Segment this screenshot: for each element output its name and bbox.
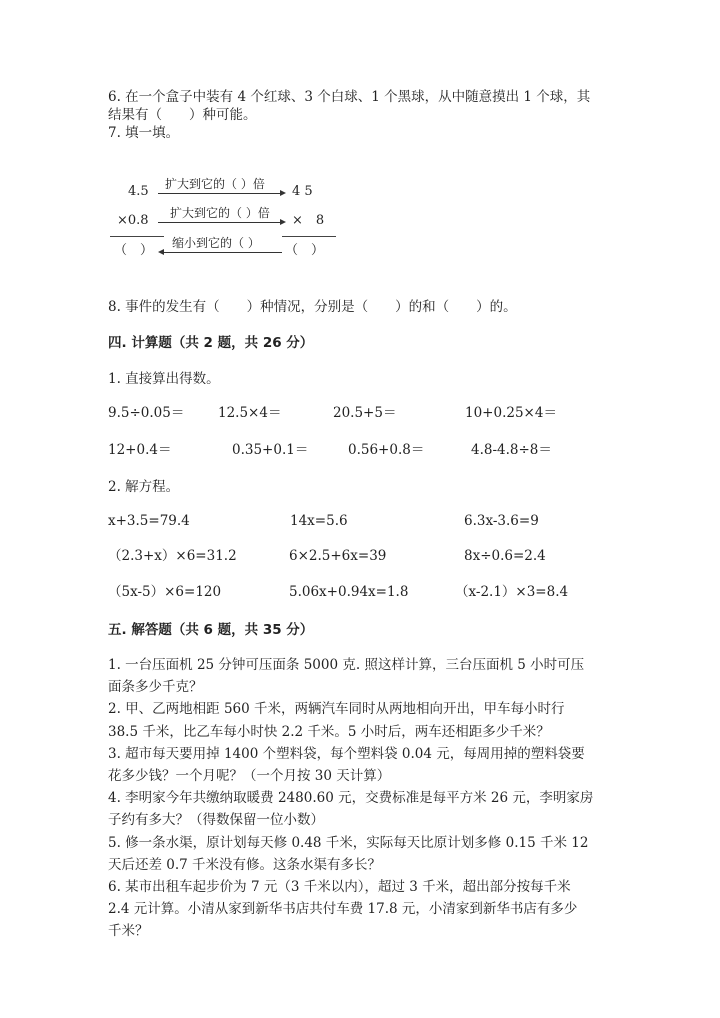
equation: 8x÷0.6=2.4 <box>464 548 546 564</box>
question-7: 7. 填一填。 <box>108 125 180 141</box>
question-6-line-1: 6. 在一个盒子中装有 4 个红球、3 个白球、1 个黑球，从中随意摸出 1 个球，其 <box>108 89 591 105</box>
calc-item: 0.56+0.8＝ <box>348 442 425 458</box>
section-4-q1: 1. 直接算出得数。 <box>108 371 220 387</box>
fraction-rule-left <box>110 236 164 237</box>
equation: （5x-5）×6=120 <box>108 584 222 600</box>
calc-item: 4.8-4.8÷8＝ <box>471 442 552 458</box>
equation: 5.06x+0.94x=1.8 <box>289 584 409 600</box>
diagram-label-2: 扩大到它的（ ）倍 <box>170 206 270 220</box>
diagram-a3: （ ） <box>114 243 154 258</box>
answer-question-line: 2. 甲、乙两地相距 560 千米，两辆汽车同时从两地相向开出，甲车每小时行 <box>108 701 565 718</box>
calc-item: 10+0.25×4＝ <box>465 405 557 421</box>
section-5-heading: 五. 解答题（共 6 题，共 35 分） <box>108 622 314 638</box>
answer-question-line: 天后还差 0.7 千米没有修。这条水渠有多长？ <box>108 856 382 873</box>
fraction-rule-right <box>282 236 336 237</box>
diagram-b1: 4 5 <box>292 184 313 199</box>
calc-item: 0.35+0.1＝ <box>232 442 309 458</box>
arrow-right-1 <box>158 193 282 194</box>
answer-question-line: 花多少钱？一个月呢？（一个月按 30 天计算） <box>108 768 391 784</box>
answer-question-line: 子约有多大？（得数保留一位小数） <box>108 812 324 829</box>
diagram-b2: × 8 <box>292 213 325 228</box>
equation: 6.3x-3.6=9 <box>464 513 539 529</box>
answer-question-line: 1. 一台压面机 25 分钟可压面条 5000 克. 照这样计算，三台压面机 5 小时可压 <box>108 657 585 673</box>
diagram-label-1: 扩大到它的（ ）倍 <box>165 177 265 191</box>
answer-question-line: 2.4 元计算。小清从家到新华书店共付车费 17.8 元，小清家到新华书店有多少 <box>108 901 578 918</box>
section-4-q2: 2. 解方程。 <box>108 479 180 495</box>
answer-question-line: 4. 李明家今年共缴纳取暖费 2480.60 元，交费标准是每平方米 26 元，李明家房 <box>108 790 594 807</box>
calc-item: 12+0.4＝ <box>108 442 172 458</box>
equation: （2.3+x）×6=31.2 <box>108 548 237 564</box>
answer-question-line: 面条多少千克？ <box>108 679 203 696</box>
section-4-heading: 四. 计算题（共 2 题，共 26 分） <box>108 335 314 351</box>
answer-question-line: 6. 某市出租车起步价为 7 元（3 千米以内），超过 3 千米，超出部分按每千米 <box>108 879 571 895</box>
arrow-right-2 <box>158 222 282 223</box>
question-6-line-2: 结果有（ ）种可能。 <box>108 107 257 123</box>
calc-item: 12.5×4＝ <box>218 405 282 421</box>
equation: （x-2.1）×3=8.4 <box>455 584 569 600</box>
equation: 14x=5.6 <box>290 513 348 529</box>
calc-item: 9.5÷0.05＝ <box>108 405 185 421</box>
equation: 6×2.5+6x=39 <box>289 548 387 564</box>
diagram-a2: ×0.8 <box>117 213 149 228</box>
answer-question-line: 3. 超市每天要用掉 1400 个塑料袋，每个塑料袋 0.04 元，每周用掉的塑料袋要 <box>108 745 585 762</box>
answer-question-line: 千米？ <box>108 923 149 940</box>
equation: x+3.5=79.4 <box>108 513 190 529</box>
question-8: 8. 事件的发生有（ ）种情况，分别是（ ）的和（ ）的。 <box>108 299 517 315</box>
arrowhead-icon <box>280 219 286 225</box>
arrow-left <box>162 252 282 253</box>
answer-question-line: 38.5 千米，比乙车每小时快 2.2 千米。5 小时后，两车还相距多少千米？ <box>108 723 550 740</box>
arrowhead-icon <box>280 190 286 196</box>
diagram-label-3: 缩小到它的（ ） <box>172 236 260 250</box>
arrowhead-icon <box>158 249 164 255</box>
diagram-b3: （ ） <box>285 243 325 258</box>
calc-item: 20.5+5＝ <box>333 405 397 421</box>
answer-question-line: 5. 修一条水渠，原计划每天修 0.48 千米，实际每天比原计划多修 0.15 千米 12 <box>108 834 589 851</box>
diagram-a1: 4.5 <box>128 184 149 199</box>
